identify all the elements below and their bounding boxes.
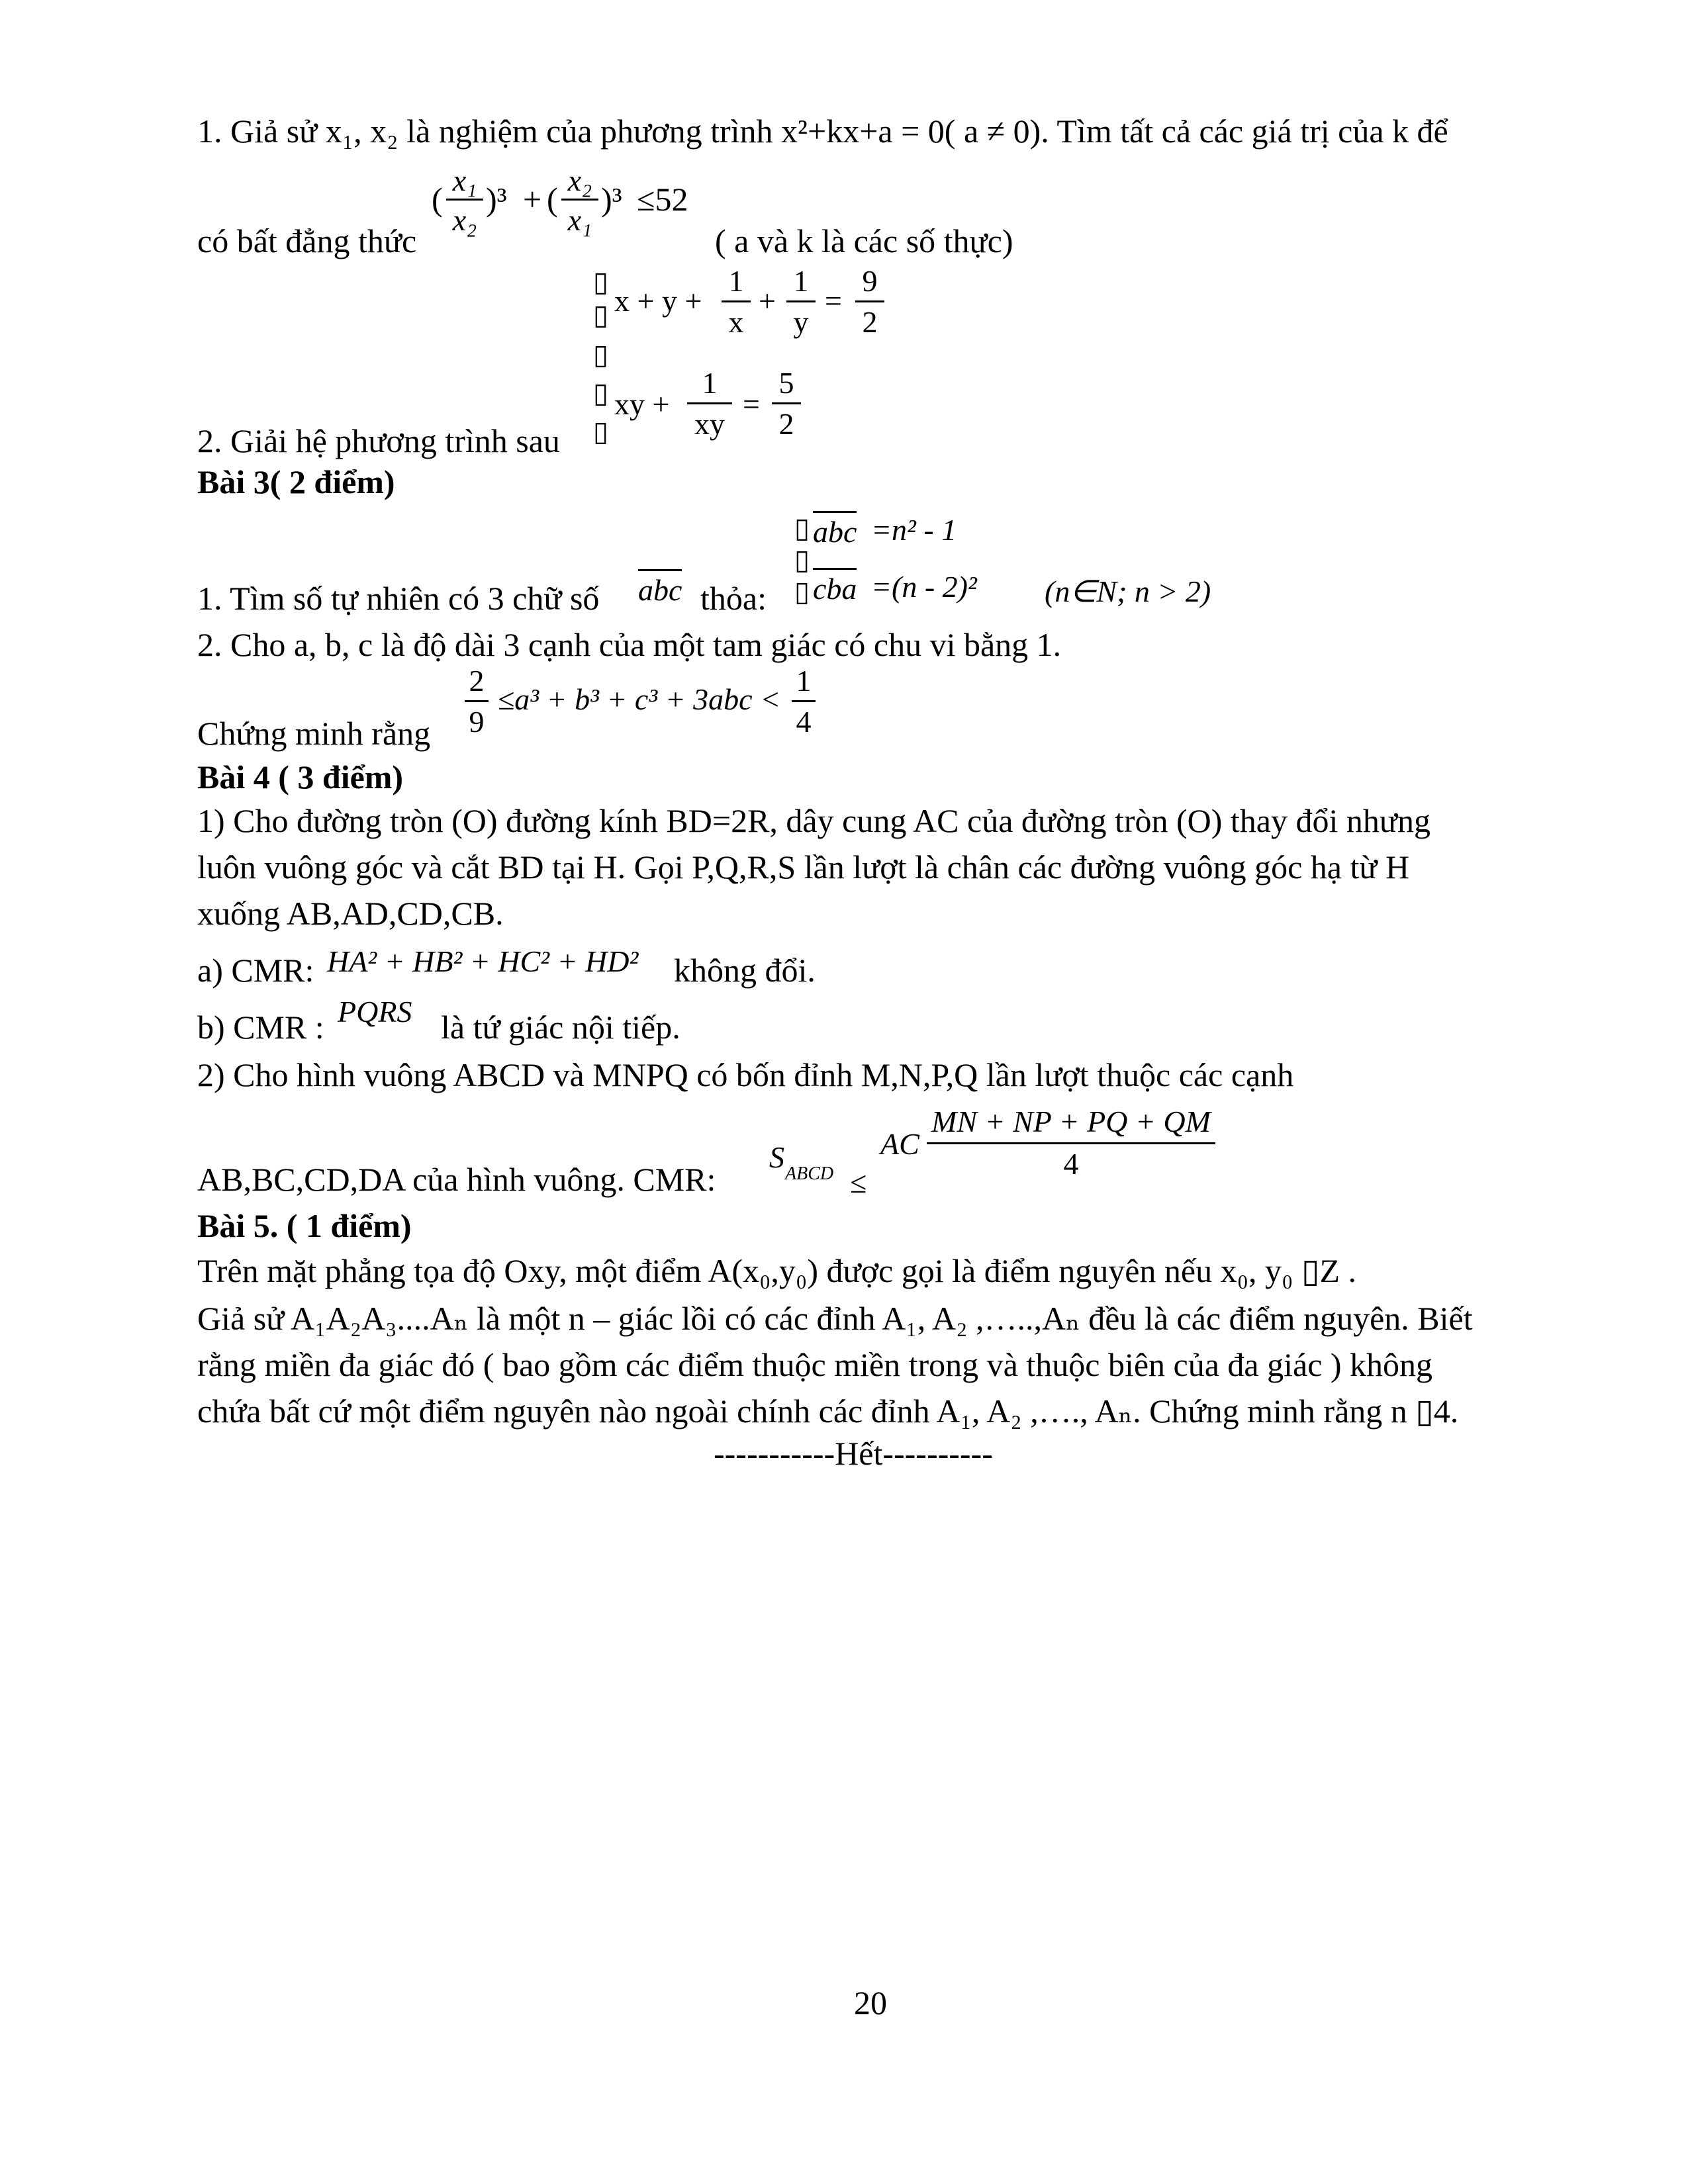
ineq-frac2-den: x₁ <box>567 203 592 237</box>
p2-item1-text: 1. Giả sử x₁, x₂ là nghiệm của phương trình x²+kx+a = 0( a ≠ 0). Tìm tất cả các giá trị của k để <box>197 113 1448 150</box>
p2-item1-note: ( a và k là các số thực) <box>715 222 1013 259</box>
sys2-lhs: cba <box>813 568 857 606</box>
p5-line1: Trên mặt phẳng tọa độ Oxy, một điểm A(x₀,y₀) được gọi là điểm nguyên nếu x₀, y₀ ▯Z . <box>197 1252 1357 1289</box>
p4-p1-line1: 1) Cho đường tròn (O) đường kính BD=2R, dây cung AC của đường tròn (O) thay đổi nhưng <box>197 802 1430 839</box>
p4-b-label: b) CMR : <box>197 1009 324 1046</box>
p4-b-formula: PQRS <box>338 995 412 1028</box>
brace-glyph: ▯ <box>593 417 609 447</box>
ineq-frac1-num: x₁ <box>452 163 477 197</box>
p5-line3: rằng miền đa giác đó ( bao gồm các điểm thuộc miền trong và thuộc biên của đa giác ) không <box>197 1346 1433 1383</box>
eq2-lhs: xy + <box>614 387 670 421</box>
p2-item2-label: 2. Giải hệ phương trình sau <box>197 422 560 459</box>
frac-numerator: MN + NP + PQ + QM <box>931 1105 1211 1138</box>
p3-heading: Bài 3( 2 điểm) <box>197 463 395 500</box>
p4-b-tail: là tứ giác nội tiếp. <box>441 1009 680 1046</box>
p5-line4: chứa bất cứ một điểm nguyên nào ngoài chính các đỉnh A₁, A₂ ,…., Aₙ. Chứng minh rằng n ▯4. <box>197 1392 1459 1430</box>
sys1-lhs: abc <box>813 511 857 549</box>
area-s-sub: ABCD <box>785 1163 834 1184</box>
ineq-frac1-bar <box>446 199 483 201</box>
p3-item2-text: 2. Cho a, b, c là độ dài 3 cạnh của một tam giác có chu vi bằng 1. <box>197 626 1062 663</box>
p5-heading: Bài 5. ( 1 điểm) <box>197 1207 412 1244</box>
ineq-middle: ≤a³ + b³ + c³ + 3abc < <box>498 682 781 716</box>
p3-item2-label: Chứng minh rằng <box>197 715 431 752</box>
ineq-frac2-num: x₂ <box>567 163 592 197</box>
ineq-frac2-bar <box>561 199 598 201</box>
brace-glyph: ▯ <box>593 300 609 331</box>
p4-p1-line2: luôn vuông góc và cắt BD tại H. Gọi P,Q,R,S lần lượt là chân các đường vuông góc hạ từ H <box>197 848 1410 886</box>
p4-p2-line2: AB,BC,CD,DA của hình vuông. CMR: <box>197 1161 716 1198</box>
p4-a-tail: không đổi. <box>674 952 816 989</box>
p4-p2-line1: 2) Cho hình vuông ABCD và MNPQ có bốn đỉnh M,N,P,Q lần lượt thuộc các cạnh <box>197 1056 1294 1093</box>
thoa-label: thỏa: <box>700 580 767 617</box>
brace-glyph: ▯ <box>593 267 609 298</box>
brace-glyph: ▯ <box>593 379 609 409</box>
sys1-rhs: =n² - 1 <box>871 513 957 547</box>
eq1-lhs: x + y + <box>614 284 702 318</box>
frac-denominator: 4 <box>1063 1147 1079 1181</box>
p4-p1-line3: xuống AB,AD,CD,CB. <box>197 895 504 932</box>
frac-prefix: AC <box>880 1127 919 1161</box>
area-s: S <box>769 1140 784 1174</box>
page-number: 20 <box>854 1984 887 2021</box>
p4-a-label: a) CMR: <box>197 952 314 989</box>
sys-condition: (n∈N; n > 2) <box>1045 574 1211 608</box>
p4-heading: Bài 4 ( 3 điểm) <box>197 758 404 796</box>
document-page: 1. Giả sử x₁, x₂ là nghiệm của phương trình x²+kx+a = 0( a ≠ 0). Tìm tất cả các giá trị của k để ( x₁ x₂ )³ + ( x₂ x₁ )³ ≤52 có bất đẳng thức ( a và k là các số thực) ▯ ▯ ▯ ▯ ▯ x + y + 1 x + 1 y = 9 2 xy + 1 xy = 5 2 2. Giải hệ phương trình sau Bài 3( 2 điểm) ▯ ▯ ▯ abc =n² - 1 cba =(n - 2)² (n∈N; n > 2) 1. Tìm số tự nhiên có 3 chữ số abc thỏa: 2. Cho a, b, c là độ dài 3 cạnh của một tam giác có chu vi bằng 1. 2 9 ≤a³ + b³ + c³ + 3abc < 1 4 Chứng minh rằng Bài 4 ( 3 điểm) 1) Cho đường tròn (O) đường kính BD=2R, dây cung AC của đường tròn (O) thay đổi nhưng luôn vuông góc và cắt BD tại H. Gọi P,Q,R,S lần lượt là chân các đường vuông góc hạ từ H xuống AB,AD,CD,CB. a) CMR: HA² + HB² + HC² + HD² không đổi. b) CMR : PQRS là tứ giác nội tiếp. 2) Cho hình vuông ABCD và MNPQ có bốn đỉnh M,N,P,Q lần lượt thuộc các cạnh AB,BC,CD,DA của hình vuông. CMR: S ABCD ≤ AC MN + NP + PQ + QM 4 Bài 5. ( 1 điểm) Trên mặt phẳng tọa độ Oxy, một điểm A(x₀,y₀) được gọi là điểm nguyên nếu x₀, y₀ ▯Z . Giả sử A₁A₂A₃....Aₙ là một n – giác lồi có các đỉnh A₁, A₂ ,…..,Aₙ đều là các điểm nguyên. Biết rằng miền đa giác đó ( bao gồm các điểm thuộc miền trong và thuộc biên của đa giác ) không chứa bất cứ một điểm nguyên nào ngoài chính các đỉnh A₁, A₂ ,…., Aₙ. Chứng minh rằng n ▯4. -----------Hết---------- 20 <box>197 113 1473 2021</box>
abc-overline: abc <box>638 569 682 608</box>
ineq-frac1-den: x₂ <box>452 203 477 237</box>
p2-item1-label: có bất đẳng thức <box>197 222 417 259</box>
p3-item1-text: 1. Tìm số tự nhiên có 3 chữ số <box>197 580 600 617</box>
end-mark: -----------Hết---------- <box>714 1435 993 1472</box>
brace-glyph: ▯ <box>593 340 609 371</box>
sys2-rhs: =(n - 2)² <box>871 570 977 604</box>
p4-a-formula: HA² + HB² + HC² + HD² <box>327 944 639 978</box>
p5-line2: Giả sử A₁A₂A₃....Aₙ là một n – giác lồi có các đỉnh A₁, A₂ ,…..,Aₙ đều là các điểm nguyên. Biết <box>197 1300 1473 1337</box>
